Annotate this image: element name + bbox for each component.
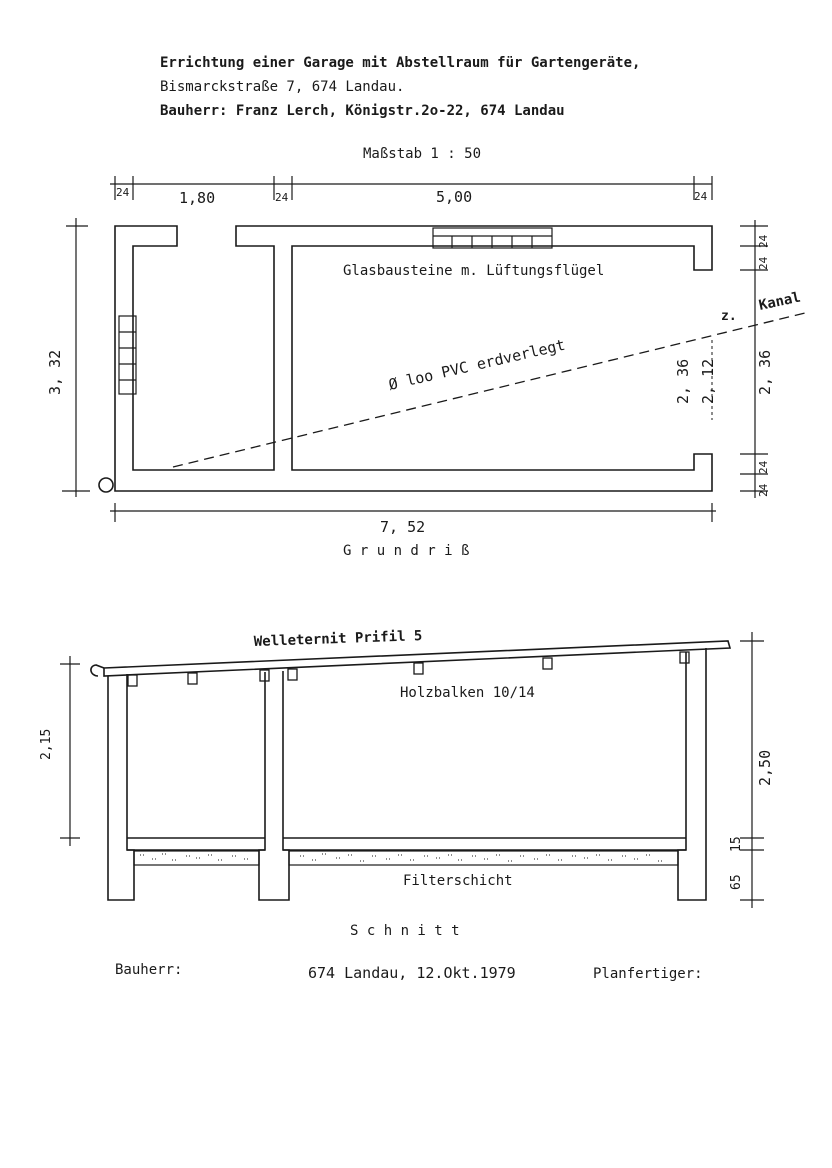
label-beams: Holzbalken 10/14 xyxy=(400,685,535,701)
glass-blocks-top xyxy=(433,228,552,248)
dim-section-65: 65 xyxy=(729,874,744,890)
plan-title: G r u n d r i ß xyxy=(343,543,470,559)
dim-left-332: 3, 32 xyxy=(46,349,64,395)
roof-beams xyxy=(128,652,689,686)
footer-planfertiger: Planfertiger: xyxy=(593,966,703,982)
dim-right-24a: 24 xyxy=(757,234,770,248)
label-glass-blocks: Glasbausteine m. Lüftungsflügel xyxy=(343,263,605,279)
dim-top-24-left: 24 xyxy=(116,186,130,199)
header-line-2: Bismarckstraße 7, 674 Landau. xyxy=(160,79,405,95)
dim-top-180: 1,80 xyxy=(179,189,216,207)
dim-right-24d: 24 xyxy=(757,483,770,497)
dim-right-24c: 24 xyxy=(757,460,770,474)
dim-section-250: 2,50 xyxy=(756,749,774,786)
downpipe-icon xyxy=(99,478,113,492)
dim-top-24-mid: 24 xyxy=(275,191,289,204)
filter-layer xyxy=(134,851,678,865)
dim-bottom-752: 7, 52 xyxy=(380,518,426,536)
roof-sheet xyxy=(104,641,730,676)
footer-bauherr: Bauherr: xyxy=(115,962,183,978)
floor-plan xyxy=(62,176,805,522)
header-line-3: Bauherr: Franz Lerch, Königstr.2o-22, 674 Landau xyxy=(160,103,565,119)
section-view xyxy=(60,632,764,908)
dim-inner-236: 2, 36 xyxy=(674,358,692,404)
dim-section-15: 15 xyxy=(729,836,744,852)
header-line-1: Errichtung einer Garage mit Abstellraum für Gartengeräte, xyxy=(160,55,641,71)
dim-left xyxy=(62,218,90,497)
post-right xyxy=(678,648,706,900)
footer-place-date: 674 Landau, 12.Okt.1979 xyxy=(308,964,516,982)
label-kanal: Kanal xyxy=(757,289,803,314)
floor-slab xyxy=(127,838,686,850)
post-middle xyxy=(259,671,289,900)
dim-top-24-right: 24 xyxy=(694,190,708,203)
section-title: S c h n i t t xyxy=(350,923,460,939)
dim-inner-212: 2, 12 xyxy=(699,358,717,404)
dim-section-left xyxy=(60,656,80,846)
label-pvc-pipe: Ø loo PVC erdverlegt xyxy=(386,335,567,394)
label-z: z. xyxy=(721,309,737,324)
label-filter: Filterschicht xyxy=(403,873,513,889)
dim-right-24b: 24 xyxy=(757,256,770,270)
label-roof: Welleternit Prifil 5 xyxy=(253,628,423,650)
gutter-icon xyxy=(91,665,104,676)
dim-top-500: 5,00 xyxy=(436,188,473,206)
dim-section-215: 2,15 xyxy=(39,728,54,760)
dim-right-236: 2, 36 xyxy=(756,349,774,395)
post-left xyxy=(108,674,134,900)
scale-label: Maßstab 1 : 50 xyxy=(363,146,482,162)
